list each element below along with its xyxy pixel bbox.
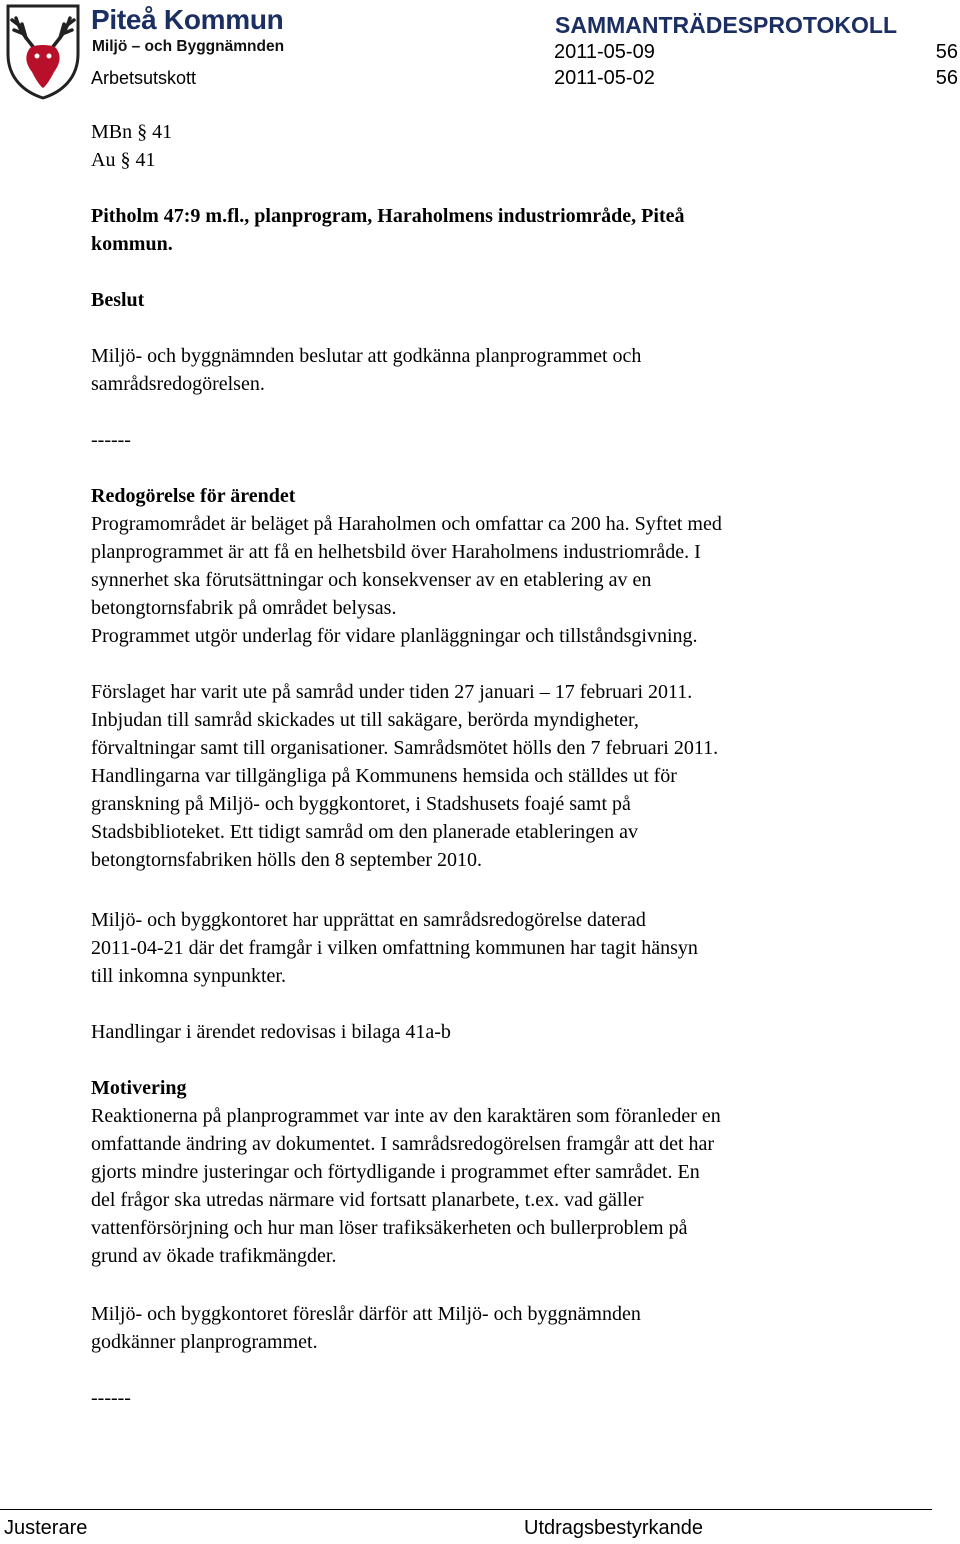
- page-number-secondary: 56: [935, 67, 958, 89]
- text-line: betongtornsfabriken hölls den 8 september 2010.: [91, 849, 483, 871]
- text-line: Förslaget har varit ute på samråd under tiden 27 januari – 17 februari 2011.: [91, 681, 693, 703]
- text-line: till inkomna synpunkter.: [91, 965, 286, 987]
- text-line: förvaltningar samt till organisationer. Samrådsmötet hölls den 7 februari 2011.: [91, 737, 719, 759]
- section-heading-motivering: Motivering: [91, 1077, 187, 1099]
- case-title-line: Pitholm 47:9 m.fl., planprogram, Haraholmens industriområde, Piteå: [91, 205, 685, 227]
- text-line: Miljö- och byggkontoret föreslår därför att Miljö- och byggnämnden: [91, 1303, 641, 1325]
- section-heading-redogorelse: Redogörelse för ärendet: [91, 485, 296, 507]
- paragraph-ref-mbn: MBn § 41: [91, 121, 173, 143]
- separator: ------: [91, 429, 131, 451]
- text-line: 2011-04-21 där det framgår i vilken omfattning kommunen har tagit hänsyn: [91, 937, 698, 959]
- text-line: Miljö- och byggkontoret har upprättat en samrådsredogörelse daterad: [91, 909, 646, 931]
- text-line: planprogrammet är att få en helhetsbild över Haraholmens industriområde. I: [91, 541, 701, 563]
- text-line: gjorts mindre justeringar och förtydligande i programmet efter samrådet. En: [91, 1161, 700, 1183]
- paragraph-ref-au: Au § 41: [91, 149, 156, 171]
- org-unit: Arbetsutskott: [91, 68, 197, 88]
- text-line: synnerhet ska förutsättningar och konsekvenser av en etablering av en: [91, 569, 652, 591]
- document-type: SAMMANTRÄDESPROTOKOLL: [555, 12, 898, 38]
- page-number: 56: [935, 41, 958, 63]
- footer-divider: [0, 1509, 932, 1510]
- text-line: Handlingarna var tillgängliga på Kommunens hemsida och ställdes ut för: [91, 765, 677, 787]
- signature-label-utdragsbestyrkande: Utdragsbestyrkande: [524, 1517, 703, 1539]
- text-line: Reaktionerna på planprogrammet var inte av den karaktären som föranleder en: [91, 1105, 721, 1127]
- decision-text-line: Miljö- och byggnämnden beslutar att godkänna planprogrammet och: [91, 345, 642, 367]
- text-line: Inbjudan till samråd skickades ut till sakägare, berörda myndigheter,: [91, 709, 639, 731]
- committee-date: 2011-05-02: [554, 67, 655, 89]
- section-heading-beslut: Beslut: [91, 289, 145, 311]
- separator: ------: [91, 1387, 131, 1409]
- org-name: Piteå Kommun: [91, 4, 284, 35]
- signature-label-justerare: Justerare: [4, 1517, 88, 1539]
- text-line: vattenförsörjning och hur man löser trafiksäkerheten och bullerproblem på: [91, 1217, 688, 1239]
- reindeer-coat-of-arms-icon: [4, 2, 82, 100]
- text-line: Programområdet är beläget på Haraholmen och omfattar ca 200 ha. Syftet med: [91, 513, 722, 535]
- org-department: Miljö – och Byggnämnden: [92, 38, 285, 55]
- attachment-reference: Handlingar i ärendet redovisas i bilaga 41a-b: [91, 1021, 451, 1043]
- text-line: Stadsbiblioteket. Ett tidigt samråd om den planerade etableringen av: [91, 821, 639, 843]
- text-line: grund av ökade trafikmängder.: [91, 1245, 337, 1267]
- text-line: betongtornsfabrik på området belysas.: [91, 597, 397, 619]
- case-title-line: kommun.: [91, 233, 173, 255]
- text-line: godkänner planprogrammet.: [91, 1331, 318, 1353]
- text-line: granskning på Miljö- och byggkontoret, i Stadshusets foajé samt på: [91, 793, 631, 815]
- text-line: del frågor ska utredas närmare vid fortsatt planarbete, t.ex. vad gäller: [91, 1189, 644, 1211]
- text-line: omfattande ändring av dokumentet. I samrådsredogörelsen framgår att det har: [91, 1133, 715, 1155]
- meeting-date: 2011-05-09: [554, 41, 655, 63]
- decision-text-line: samrådsredogörelsen.: [91, 373, 265, 395]
- text-line: Programmet utgör underlag för vidare planläggningar och tillståndsgivning.: [91, 625, 698, 647]
